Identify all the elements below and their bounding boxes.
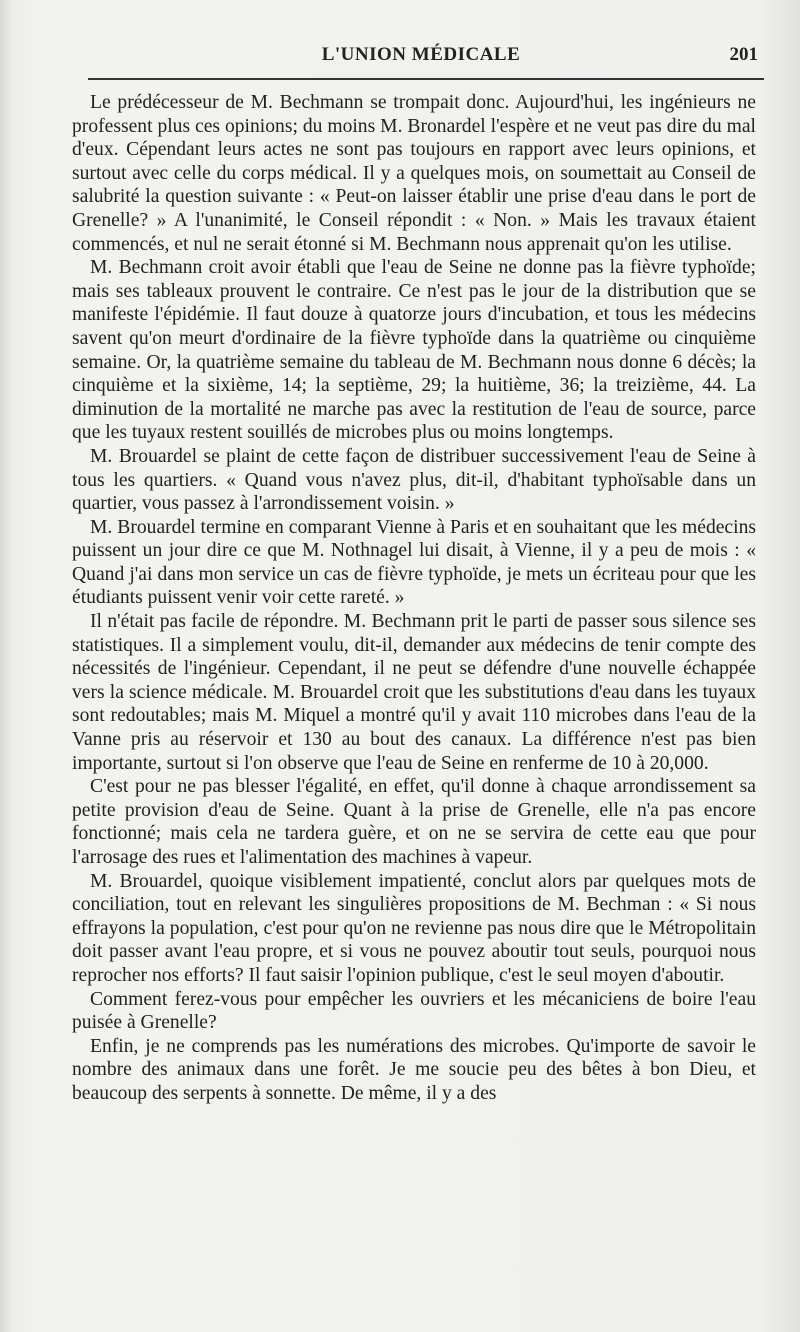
paragraph: Comment ferez-vous pour empêcher les ouvriers et les mécaniciens de boire l'eau puisée à Grenelle? bbox=[72, 988, 756, 1034]
page-header bbox=[76, 44, 766, 74]
paragraph: Le prédécesseur de M. Bechmann se trompait donc. Aujourd'hui, les ingénieurs ne professent plus ces opinions; du moins M. Bronardel l'espère et ne veut pas dire du mal d'eux. Cépendant leurs actes ne sont pas toujours en rapport avec leurs opinions, et surtout avec celle du corps médical. Il y a quelques mois, on soumettait au Conseil de salubrité la question suivante : « Peut-on laisser établir une prise d'eau dans le port de Grenelle? » A l'unanimité, le Conseil répondit : « Non. » Mais les travaux étaient commencés, et nul ne serait étonné si M. Bechmann nous apprenait qu'on les utilise. bbox=[72, 92, 756, 255]
body-text bbox=[72, 91, 756, 1106]
paragraph: Il n'était pas facile de répondre. M. Bechmann prit le parti de passer sous silence ses statistiques. Il a simplement voulu, dit-il, demander aux médecins de tenir compte des nécessités de l'ingénieur. Cependant, il ne peut se défendre d'une nouvelle échappée vers la science médicale. M. Brouardel croit que les substitutions d'eau dans les tuyaux sont redoutables; mais M. Miquel a montré qu'il y avait 110 microbes dans l'eau de la Vanne pris au réservoir et 130 au bout des canaux. La différence n'est pas bien importante, surtout si l'on observe que l'eau de Seine en renferme de 10 à 20,000. bbox=[72, 611, 756, 774]
paragraph: Enfin, je ne comprends pas les numérations des microbes. Qu'importe de savoir le nombre des animaux dans une forêt. Je me soucie peu des bêtes à bon Dieu, et beaucoup des serpents à sonnette. De même, il y a des bbox=[72, 1035, 756, 1104]
paragraph: M. Brouardel se plaint de cette façon de distribuer successivement l'eau de Seine à tous les quartiers. « Quand vous n'avez plus, dit-il, d'habitant typhoïsable dans un quartier, vous passez à l'arrondissement voisin. » bbox=[72, 445, 756, 515]
page-number: 201 bbox=[729, 44, 758, 65]
paragraph: M. Bechmann croit avoir établi que l'eau de Seine ne donne pas la fièvre typhoïde; mais ses tableaux prouvent le contraire. Ce n'est pas le jour de la distribution que se manifeste l'épidémie. Il faut douze à quatorze jours d'incubation, et tous les médecins savent qu'on meurt d'ordinaire de la fièvre typhoïde dans la quatrième ou cinquième semaine. Or, la quatrième semaine du tableau de M. Bechmann nous donne 6 décès; la cinquième et la sixième, 14; la septième, 29; la huitième, 36; la treizième, 44. La diminution de la mortalité ne marche pas avec la restitution de l'eau de source, parce que les tuyaux restent souillés de microbes plus ou moins longtemps. bbox=[72, 257, 756, 444]
header-rule bbox=[88, 78, 764, 80]
paragraph: M. Brouardel termine en comparant Vienne à Paris et en souhaitant que les médecins puissent un jour dire ce que M. Nothnagel lui disait, à Vienne, il y a peu de mois : « Quand j'ai dans mon service un cas de fièvre typhoïde, je mets un écriteau pour que les étudiants puissent venir voir cette rareté. » bbox=[72, 516, 756, 609]
paragraph: M. Brouardel, quoique visiblement impatienté, conclut alors par quelques mots de conciliation, tout en relevant les singulières propositions de M. Bechman : « Si nous effrayons la population, c'est pour qu'on ne revienne pas nous dire que le Métropolitain doit passer avant l'eau propre, et si vous ne pouvez aboutir tout seuls, pourquoi nous reprocher nos efforts? Il faut saisir l'opinion publique, c'est le seul moyen d'aboutir. bbox=[72, 870, 756, 986]
paragraph: C'est pour ne pas blesser l'égalité, en effet, qu'il donne à chaque arrondissement sa petite provision d'eau de Seine. Quant à la prise de Grenelle, elle n'a pas encore fonctionné; mais cela ne tardera guère, et on ne se servira de cette eau que pour l'arrosage des rues et l'alimentation des machines à vapeur. bbox=[72, 776, 756, 868]
running-title: L'UNION MÉDICALE bbox=[321, 44, 521, 65]
